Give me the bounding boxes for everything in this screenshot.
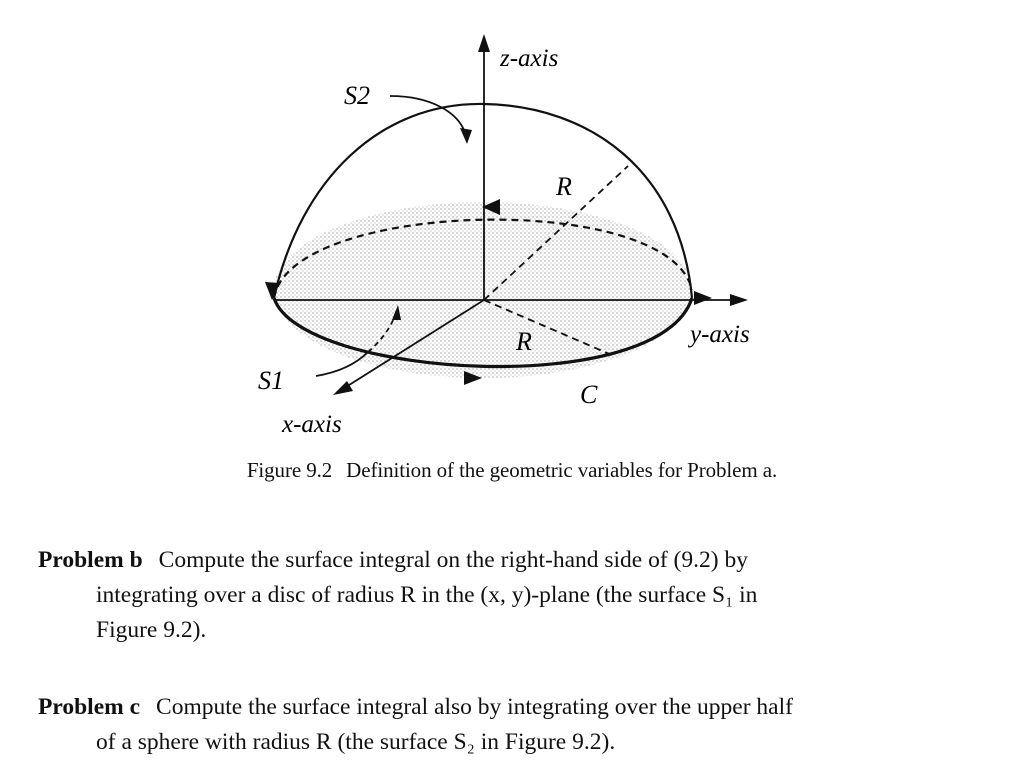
problem-b-line1-text: Compute the surface integral on the right-hand side of (9.2) by <box>158 547 748 573</box>
problem-b-heading: Problem b <box>38 547 143 573</box>
figure-caption <box>0 458 1024 483</box>
problem-b <box>38 543 988 648</box>
x-axis-arrowhead <box>333 381 353 395</box>
s2-pointer-arrowhead <box>460 128 472 144</box>
s1-label: S1 <box>258 366 284 395</box>
y-axis-arrowhead <box>730 294 748 306</box>
problem-c-heading: Problem c <box>38 694 141 720</box>
s2-label: S2 <box>344 81 370 110</box>
problem-b-line3: Figure 9.2). <box>96 617 207 643</box>
r-upper-label: R <box>556 172 572 201</box>
problem-c <box>38 690 988 760</box>
problem-c-line1 <box>38 690 988 725</box>
z-axis-arrowhead <box>478 34 490 52</box>
s2-pointer <box>390 96 466 136</box>
figure-number: Figure 9.2 <box>246 458 333 482</box>
problem-b-line1 <box>38 543 988 578</box>
r-lower-label: R <box>516 327 532 356</box>
problem-c-line1-text: Compute the surface integral also by integrating over the upper half <box>156 694 793 720</box>
z-axis-label: z-axis <box>500 45 559 72</box>
figure-caption-text: Definition of the geometric variables for Problem a. <box>346 458 778 482</box>
c-label: C <box>580 380 598 409</box>
y-axis-label: y-axis <box>690 321 750 348</box>
base-right-arrowhead <box>694 291 712 305</box>
problem-b-line2: integrating over a disc of radius R in the (x, y)-plane (the surface S₁ in <box>96 582 758 608</box>
disc-s1 <box>274 202 692 378</box>
x-axis-label: x-axis <box>282 411 342 438</box>
problem-c-line2: of a sphere with radius R (the surface S₂ in Figure 9.2). <box>96 729 616 755</box>
